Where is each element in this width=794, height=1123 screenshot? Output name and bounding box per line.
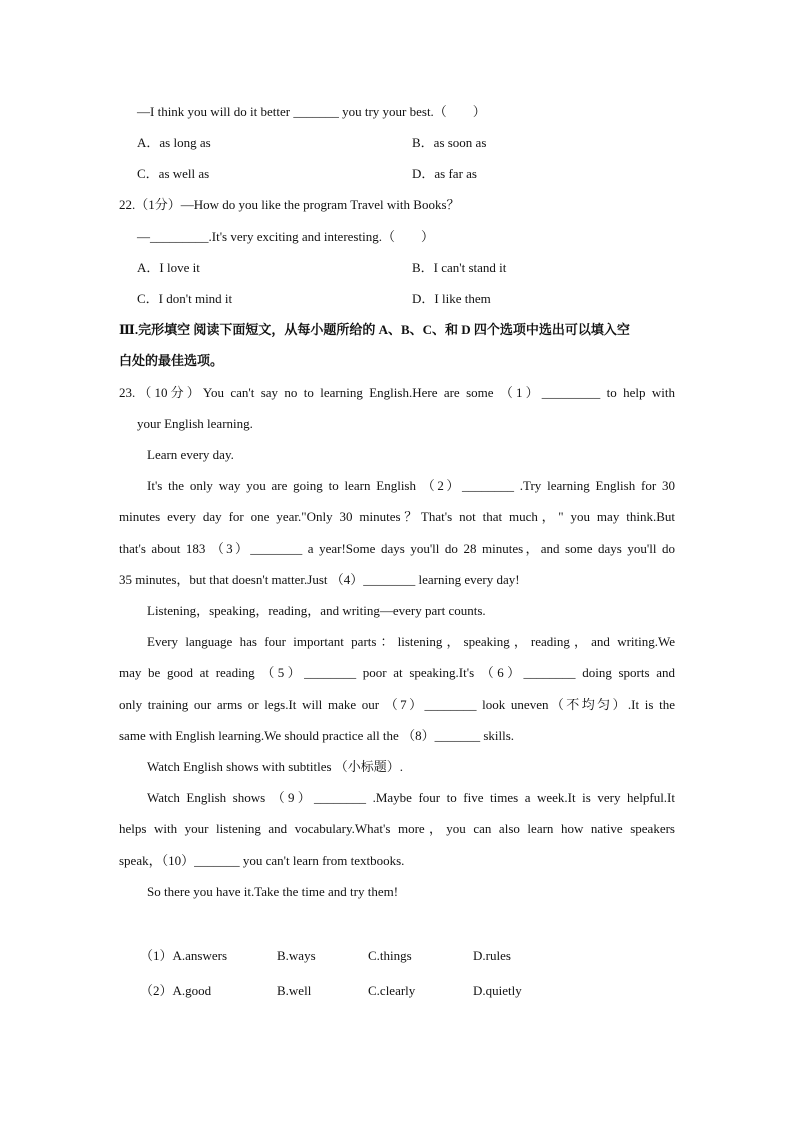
section-heading-line1: Ⅲ.完形填空 阅读下面短文，从每小题所给的 A、B、C、和 D 四个选项中选出可以填入空 [119, 322, 630, 337]
option-row-1-c: C.things [368, 948, 412, 963]
q22-option-c: C．I don't mind it [137, 291, 233, 306]
option-row-2-d: D.quietly [473, 983, 522, 998]
passage-p4-line4: same with English learning.We should practice all the （8）_______ skills. [119, 728, 515, 743]
option-row-1-b: B.ways [277, 948, 316, 963]
option-row-1-a: （1）A.answers [140, 948, 228, 963]
passage-p4-line1: Every language has four important parts：listening，speaking，reading，and writing.We [147, 634, 675, 649]
option-row-2-a: （2）A.good [140, 983, 212, 998]
passage-subheading-2: Listening，speaking，reading，and writing—every part counts. [147, 603, 486, 618]
passage-p6-line2: helps with your listening and vocabulary.What's more，you can also learn how native speakers [119, 821, 675, 836]
passage-p2-line3: that's about 183 （3）________ a year!Some days you'll do 28 minutes，and some days you'll do [119, 541, 675, 556]
passage-p4-line2: may be good at reading （5）________ poor at speaking.It's （6）________ doing sports and [119, 665, 675, 680]
q21-option-b: B．as soon as [412, 135, 487, 150]
passage-subheading-1: Learn every day. [147, 447, 234, 462]
q23-stem-line1: 23.（10分）You can't say no to learning English.Here are some （1）_________ to help with [119, 385, 675, 400]
q21-option-d: D．as far as [412, 166, 477, 181]
option-row-2-c: C.clearly [368, 983, 416, 998]
q22-option-a: A．I love it [137, 260, 200, 275]
q22-option-b: B．I can't stand it [412, 260, 507, 275]
q22-option-d: D．I like them [412, 291, 491, 306]
q21-option-a: A．as long as [137, 135, 211, 150]
passage-closing: So there you have it.Take the time and try them! [147, 884, 399, 899]
passage-p6-line3: speak，（10）_______ you can't learn from textbooks. [119, 853, 405, 868]
passage-p2-line1: It's the only way you are going to learn English （2）________ .Try learning English for 30 [147, 478, 675, 493]
q23-stem-line2: your English learning. [137, 416, 253, 431]
passage-subheading-3: Watch English shows with subtitles （小标题）. [147, 759, 404, 774]
option-row-1-d: D.rules [473, 948, 511, 963]
option-row-2-b: B.well [277, 983, 312, 998]
q22-answer-line: —_________.It's very exciting and interesting.（ ） [137, 229, 434, 244]
passage-p2-line4: 35 minutes，but that doesn't matter.Just （4）________ learning every day! [119, 572, 520, 587]
q21-option-c: C．as well as [137, 166, 210, 181]
q22-stem: 22.（1分）—How do you like the program Travel with Books？ [119, 197, 460, 212]
q21-stem: —I think you will do it better _______ you try your best.（ ） [137, 104, 486, 119]
passage-p2-line2: minutes every day for one year."Only 30 minutes？That's not that much，" you may think.But [119, 509, 675, 524]
passage-p6-line1: Watch English shows （9）________ .Maybe four to five times a week.It is very helpful.It [147, 790, 675, 805]
section-heading-line2: 白处的最佳选项。 [119, 353, 224, 368]
passage-p4-line3: only training our arms or legs.It will make our （7）________ look uneven（不均匀）.It is the [119, 697, 675, 712]
